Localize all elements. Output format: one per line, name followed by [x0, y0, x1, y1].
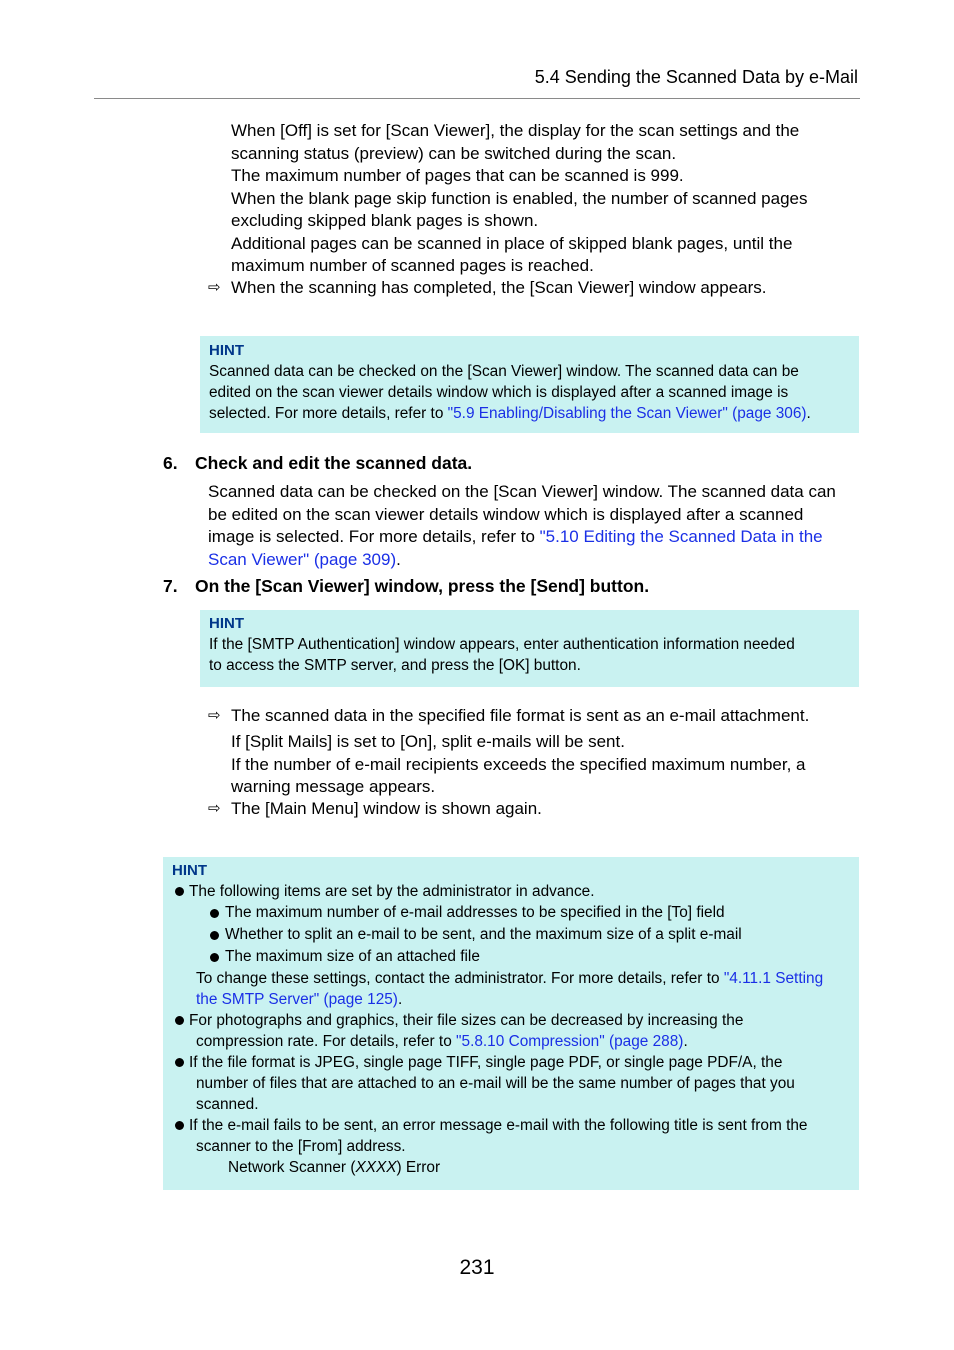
scan-result	[208, 277, 858, 300]
step-number: 6.	[163, 453, 178, 473]
note-line: warning message appears.	[231, 777, 436, 796]
step-7-heading	[163, 575, 649, 597]
hint-label: HINT	[172, 862, 207, 879]
hint-bullet: For photographs and graphics, their file sizes can be decreased by increasing the	[163, 1010, 851, 1031]
hint-text: scanned.	[196, 1096, 259, 1113]
hint-text: compression rate. For details, refer to "5.8.10 Compression" (page 288).	[196, 1033, 688, 1050]
hint-label: HINT	[209, 615, 244, 632]
step-number: 7.	[163, 576, 178, 596]
result-arrow-icon: ⇨	[208, 707, 221, 724]
send-notes	[231, 731, 856, 799]
result-arrow-icon: ⇨	[208, 800, 221, 817]
hint-box-smtp	[200, 610, 859, 687]
hint-text: scanner to the [From] address.	[196, 1138, 406, 1155]
hint-text: Scanned data can be checked on the [Scan Viewer] window. The scanned data can be	[209, 363, 799, 380]
step-6-heading	[163, 452, 472, 474]
bullet-icon	[163, 1115, 189, 1136]
hint-box-admin-settings	[163, 857, 859, 1190]
step-6-body	[208, 481, 858, 571]
intro-line: scanning status (preview) can be switched during the scan.	[231, 143, 677, 163]
hint-sub-bullet: The maximum size of an attached file	[199, 946, 851, 968]
intro-line: excluding skipped blank pages is shown.	[231, 211, 539, 230]
scan-result-text: When the scanning has completed, the [Scan Viewer] window appears.	[231, 278, 767, 297]
page-number: 231	[459, 1256, 495, 1279]
error-mail-title: Network Scanner (XXXX) Error	[228, 1159, 441, 1176]
menu-result	[208, 798, 858, 821]
intro-line: The maximum number of pages that can be scanned is 999.	[231, 166, 684, 185]
send-result	[208, 705, 858, 728]
step-text: Scan Viewer" (page 309).	[208, 549, 401, 569]
hint-bullet: If the file format is JPEG, single page TIFF, single page PDF, or single page PDF/A, the	[163, 1052, 851, 1073]
hint-text: edited on the scan viewer details window which is displayed after a scanned image is	[209, 384, 789, 401]
intro-line: Additional pages can be scanned in place of skipped blank pages, until the	[231, 233, 793, 253]
hint-sub-bullet: Whether to split an e-mail to be sent, and the maximum size of a split e-mail	[199, 924, 851, 946]
bullet-icon	[199, 924, 225, 946]
step-text: Scanned data can be checked on the [Scan Viewer] window. The scanned data can	[208, 482, 836, 501]
hint-box-scan-viewer	[200, 336, 859, 433]
hint-bullet: If the e-mail fails to be sent, an error message e-mail with the following title is sent from the	[163, 1115, 851, 1136]
send-result-text: The scanned data in the specified file format is sent as an e-mail attachment.	[231, 706, 810, 725]
hint-text: selected. For more details, refer to "5.9 Enabling/Disabling the Scan Viewer" (page 306).	[209, 405, 811, 422]
hint-text: to access the SMTP server, and press the [OK] button.	[209, 657, 581, 674]
bullet-icon	[163, 1010, 189, 1031]
step-text: image is selected. For more details, refer to "5.10 Editing the Scanned Data in the	[208, 527, 823, 546]
hint-text: If the [SMTP Authentication] window appears, enter authentication information needed	[209, 636, 795, 653]
note-line: If the number of e-mail recipients exceeds the specified maximum number, a	[231, 754, 806, 774]
bullet-icon	[163, 881, 189, 902]
header-rule	[94, 98, 860, 99]
hint-text: To change these settings, contact the administrator. For more details, refer to "4.11.1 Setting	[196, 970, 824, 987]
intro-line: When [Off] is set for [Scan Viewer], the display for the scan settings and the	[231, 121, 800, 140]
note-line: If [Split Mails] is set to [On], split e-mails will be sent.	[231, 732, 625, 751]
hint-text: number of files that are attached to an e-mail will be the same number of pages that you	[196, 1075, 795, 1092]
intro-paragraph	[231, 120, 856, 278]
hint-bullet: The following items are set by the administrator in advance.	[163, 881, 851, 902]
link-editing-scanned-data[interactable]: Scan Viewer" (page 309)	[208, 549, 397, 569]
link-compression[interactable]: "5.8.10 Compression" (page 288)	[456, 1033, 684, 1050]
link-smtp-server[interactable]: "4.11.1 Setting	[723, 970, 824, 987]
menu-result-text: The [Main Menu] window is shown again.	[231, 799, 542, 818]
link-scan-viewer[interactable]: "5.9 Enabling/Disabling the Scan Viewer" (page 306)	[447, 405, 807, 422]
link-editing-scanned-data[interactable]: "5.10 Editing the Scanned Data in the	[539, 527, 823, 546]
running-header: 5.4 Sending the Scanned Data by e-Mail	[534, 67, 858, 87]
bullet-icon	[199, 946, 225, 968]
hint-text: the SMTP Server" (page 125).	[196, 991, 403, 1008]
bullet-icon	[163, 1052, 189, 1073]
intro-line: When the blank page skip function is enabled, the number of scanned pages	[231, 188, 808, 208]
link-smtp-server[interactable]: the SMTP Server" (page 125)	[196, 991, 398, 1008]
step-text: be edited on the scan viewer details window which is displayed after a scanned	[208, 504, 804, 524]
bullet-icon	[199, 902, 225, 924]
intro-line: maximum number of scanned pages is reached.	[231, 256, 594, 275]
step-title: Check and edit the scanned data.	[195, 453, 473, 473]
hint-label: HINT	[209, 342, 244, 359]
step-title: On the [Scan Viewer] window, press the [Send] button.	[195, 576, 650, 596]
hint-sub-bullet: The maximum number of e-mail addresses to be specified in the [To] field	[199, 902, 851, 924]
result-arrow-icon: ⇨	[208, 279, 221, 296]
